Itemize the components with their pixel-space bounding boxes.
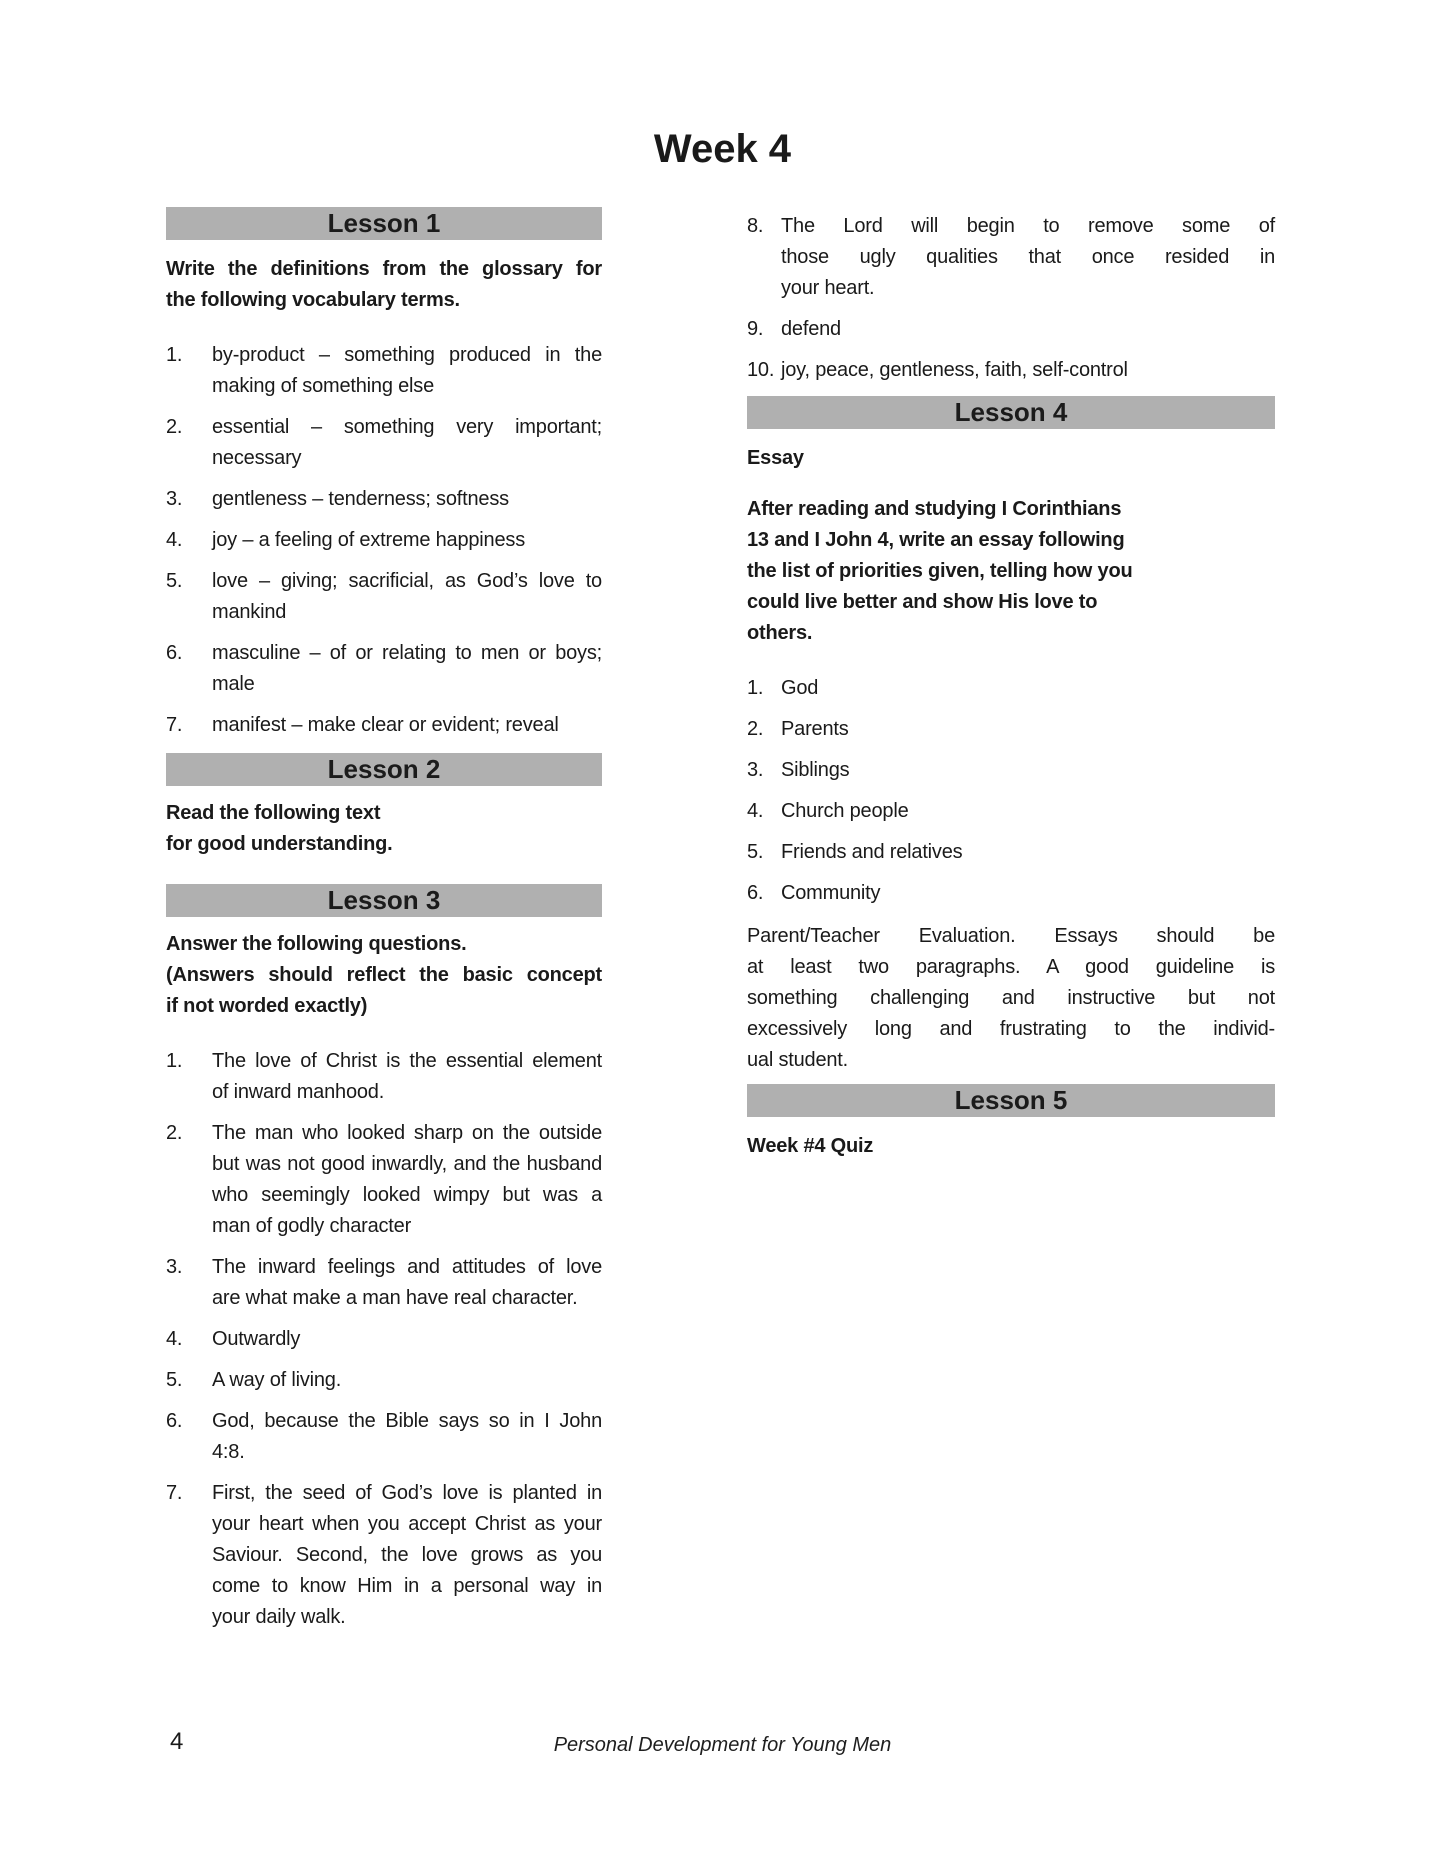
item-text: [212, 1118, 602, 1242]
item-number: 4.: [166, 529, 183, 551]
text-line: manifest – make clear or evident; reveal: [212, 714, 559, 736]
left-column: [166, 207, 602, 1643]
text-line: your daily walk.: [212, 1606, 346, 1628]
lesson-4-essay-instructions: [747, 494, 1275, 649]
lesson-3-answers-list-continued: [747, 211, 1275, 386]
text-line: Read the following text: [166, 802, 381, 824]
list-item: [747, 673, 1275, 704]
text-line: male: [212, 673, 255, 695]
text-line: God: [781, 677, 819, 699]
text-line: The love of Christ is the essential element: [212, 1050, 602, 1072]
text-line: but was not good inwardly, and the husband: [212, 1153, 602, 1175]
list-item: [166, 340, 602, 402]
lesson-4-evaluation-note: [747, 921, 1275, 1076]
lesson-5-header-bar: Lesson 5: [747, 1084, 1275, 1117]
list-item: [166, 1324, 602, 1355]
text-line: man of godly character: [212, 1215, 412, 1237]
list-item: [747, 314, 1275, 345]
text-line: are what make a man have real character.: [212, 1287, 578, 1309]
lesson-3-answers-list: [166, 1046, 602, 1633]
text-line: After reading and studying I Corinthians: [747, 498, 1122, 520]
text-line: love – giving; sacrificial, as God’s love to: [212, 570, 602, 592]
footer-page-number: 4: [170, 1728, 184, 1755]
text-line: The inward feelings and attitudes of love: [212, 1256, 602, 1278]
list-item: [166, 1118, 602, 1242]
list-item: [747, 755, 1275, 786]
list-item: [166, 1406, 602, 1468]
lesson-4-priorities-list: [747, 673, 1275, 909]
item-text: [781, 314, 1275, 345]
text-line: of inward manhood.: [212, 1081, 385, 1103]
item-number: 2.: [747, 718, 764, 740]
item-text: [212, 710, 602, 741]
text-line: Church people: [781, 800, 909, 822]
text-line: Write the definitions from the glossary for: [166, 258, 602, 280]
list-item: [747, 714, 1275, 745]
item-number: 7.: [166, 1482, 183, 1504]
text-line: joy – a feeling of extreme happiness: [212, 529, 525, 551]
list-item: [166, 710, 602, 741]
item-text: [781, 796, 1275, 827]
lesson-4-header-bar: Lesson 4: [747, 396, 1275, 429]
text-line: gentleness – tenderness; softness: [212, 488, 509, 510]
lesson-3-instructions-note: [166, 960, 602, 1022]
item-number: 4.: [747, 800, 764, 822]
list-item: [166, 1365, 602, 1396]
text-line: A way of living.: [212, 1369, 342, 1391]
lesson-3-instructions-line1: Answer the following questions.: [166, 933, 467, 955]
text-line: 13 and I John 4, write an essay following: [747, 529, 1125, 551]
item-number: 7.: [166, 714, 183, 736]
item-text: [212, 412, 602, 474]
item-text: [781, 755, 1275, 786]
item-number: 2.: [166, 1122, 183, 1144]
text-line: could live better and show His love to: [747, 591, 1098, 613]
text-line: those ugly qualities that once resided in: [781, 246, 1275, 268]
footer-book-title: Personal Development for Young Men: [553, 1734, 892, 1756]
item-text: [212, 1365, 602, 1396]
item-number: 3.: [747, 759, 764, 781]
item-text: [212, 1478, 602, 1633]
right-column: [747, 207, 1275, 1162]
item-text: [781, 837, 1275, 868]
item-text: [212, 1252, 602, 1314]
lesson-1-instructions: [166, 254, 602, 316]
lesson-2-instructions: [166, 798, 602, 860]
text-line: Siblings: [781, 759, 850, 781]
text-line: The man who looked sharp on the outside: [212, 1122, 602, 1144]
item-text: [781, 714, 1275, 745]
text-line: necessary: [212, 447, 302, 469]
item-number: 9.: [747, 318, 764, 340]
list-item: [747, 355, 1275, 386]
item-number: 1.: [166, 344, 183, 366]
text-line: (Answers should reflect the basic concept: [166, 964, 602, 986]
item-number: 1.: [747, 677, 764, 699]
lesson-4-essay-label: Essay: [747, 447, 804, 469]
text-line: The Lord will begin to remove some of: [781, 215, 1275, 237]
text-line: others.: [747, 622, 813, 644]
text-line: 4:8.: [212, 1441, 245, 1463]
text-line: excessively long and frustrating to the individ-: [747, 1018, 1275, 1040]
lesson-3-header-bar: Lesson 3: [166, 884, 602, 917]
text-line: Parent/Teacher Evaluation. Essays should be: [747, 925, 1275, 947]
item-text: [781, 355, 1275, 386]
text-line: at least two paragraphs. A good guideline is: [747, 956, 1275, 978]
text-line: God, because the Bible says so in I John: [212, 1410, 602, 1432]
list-item: [747, 837, 1275, 868]
lesson-1-header-bar: Lesson 1: [166, 207, 602, 240]
item-text: [212, 525, 602, 556]
item-text: [212, 1406, 602, 1468]
item-number: 6.: [166, 1410, 183, 1432]
text-line: if not worded exactly): [166, 995, 368, 1017]
text-line: the list of priorities given, telling how you: [747, 560, 1133, 582]
list-item: [166, 638, 602, 700]
list-item: [166, 1252, 602, 1314]
item-number: 3.: [166, 1256, 183, 1278]
item-number: 3.: [166, 488, 183, 510]
list-item: [166, 566, 602, 628]
item-number: 5.: [166, 1369, 183, 1391]
text-line: essential – something very important;: [212, 416, 602, 438]
item-text: [212, 638, 602, 700]
text-line: by-product – something produced in the: [212, 344, 602, 366]
item-number: 10.: [747, 359, 775, 381]
text-line: something challenging and instructive but not: [747, 987, 1275, 1009]
item-text: [781, 878, 1275, 909]
text-line: come to know Him in a personal way in: [212, 1575, 602, 1597]
item-text: [212, 566, 602, 628]
text-line: for good understanding.: [166, 833, 393, 855]
lesson-5-quiz-label: Week #4 Quiz: [747, 1135, 874, 1157]
text-line: Parents: [781, 718, 849, 740]
item-number: 5.: [747, 841, 764, 863]
text-line: the following vocabulary terms.: [166, 289, 460, 311]
list-item: [166, 525, 602, 556]
text-line: Saviour. Second, the love grows as you: [212, 1544, 602, 1566]
text-line: your heart when you accept Christ as your: [212, 1513, 602, 1535]
list-item: [747, 796, 1275, 827]
lesson-1-vocab-list: [166, 340, 602, 741]
list-item: [747, 211, 1275, 304]
item-number: 4.: [166, 1328, 183, 1350]
text-line: ual student.: [747, 1049, 849, 1071]
item-number: 6.: [166, 642, 183, 664]
text-line: Outwardly: [212, 1328, 301, 1350]
item-text: [212, 1046, 602, 1108]
item-number: 6.: [747, 882, 764, 904]
text-line: masculine – of or relating to men or boys;: [212, 642, 602, 664]
item-text: [781, 211, 1275, 304]
lesson-2-header-bar: Lesson 2: [166, 753, 602, 786]
list-item: [747, 878, 1275, 909]
list-item: [166, 484, 602, 515]
item-number: 1.: [166, 1050, 183, 1072]
list-item: [166, 1478, 602, 1633]
item-number: 5.: [166, 570, 183, 592]
text-line: defend: [781, 318, 841, 340]
text-line: Friends and relatives: [781, 841, 963, 863]
list-item: [166, 1046, 602, 1108]
item-text: [781, 673, 1275, 704]
item-text: [212, 484, 602, 515]
text-line: First, the seed of God’s love is planted in: [212, 1482, 602, 1504]
text-line: making of something else: [212, 375, 434, 397]
item-text: [212, 340, 602, 402]
list-item: [166, 412, 602, 474]
text-line: Community: [781, 882, 881, 904]
page-title: Week 4: [653, 127, 792, 171]
text-line: joy, peace, gentleness, faith, self-control: [781, 359, 1128, 381]
text-line: mankind: [212, 601, 287, 623]
text-line: who seemingly looked wimpy but was a: [212, 1184, 602, 1206]
item-number: 8.: [747, 215, 764, 237]
item-number: 2.: [166, 416, 183, 438]
item-text: [212, 1324, 602, 1355]
text-line: your heart.: [781, 277, 875, 299]
